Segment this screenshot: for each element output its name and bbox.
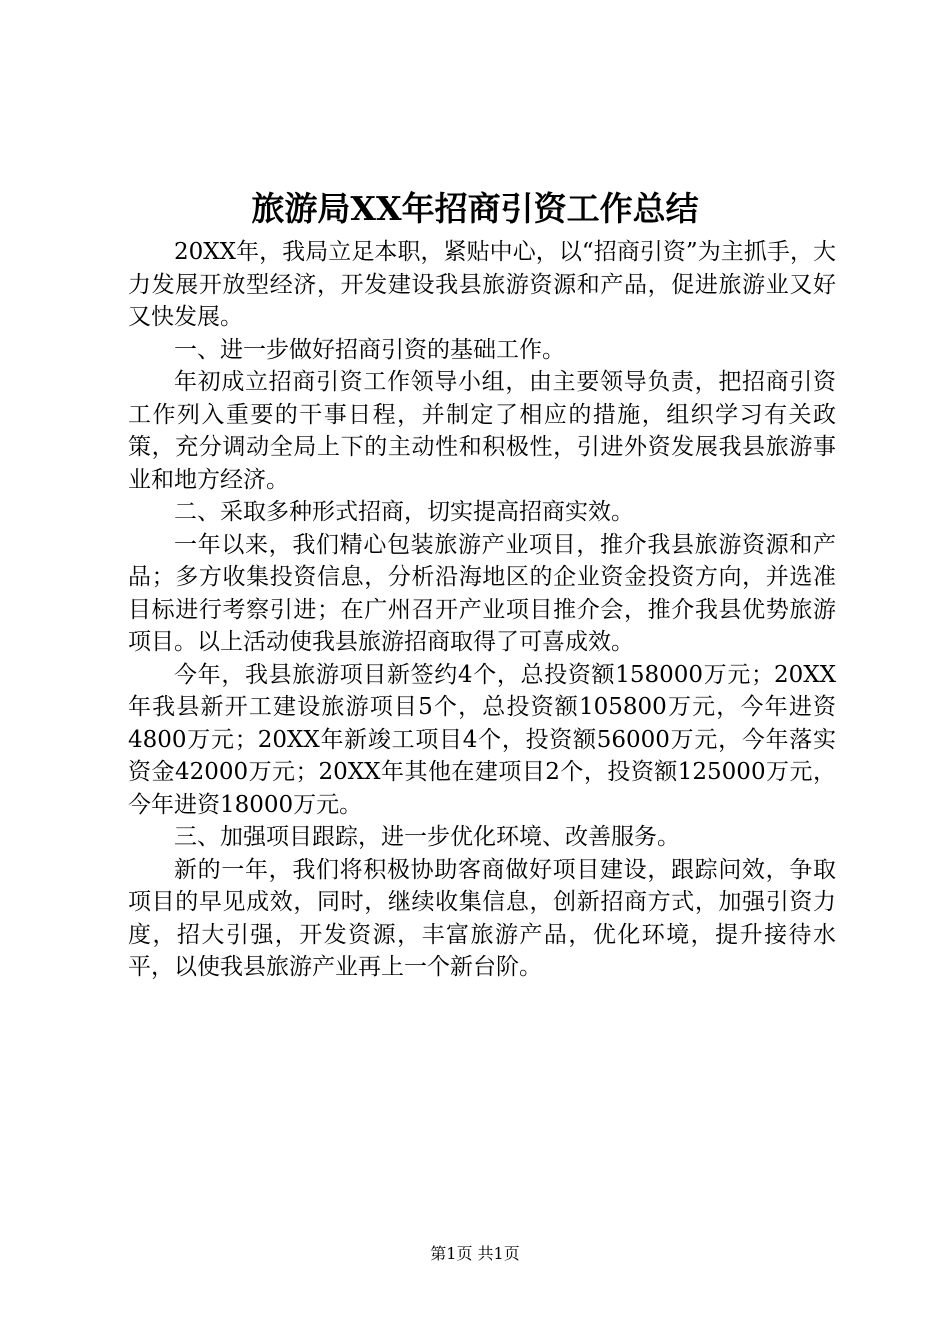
- section-heading-1: 一、进一步做好招商引资的基础工作。: [174, 336, 565, 363]
- section-heading-2: 二、采取多种形式招商，切实提高招商实效。: [174, 499, 634, 525]
- page-footer: 第1页 共1页: [430, 1244, 520, 1263]
- paragraph-section-1: 年初成立招商引资工作领导小组，由主要领导负责，把招商引资工作列入重要的干事日程，并制定了相应的措施，组织学习有关政策，充分调动全局上下的主动性和积极性，引进外资发展我县旅游事业和地方经济。: [128, 369, 836, 493]
- document-title: 旅游局XX年招商引资工作总结: [251, 189, 699, 228]
- document-body: [128, 236, 836, 984]
- paragraph-section-3: 新的一年，我们将积极协助客商做好项目建设，跟踪问效，争取项目的早见成效，同时，继续收集信息，创新招商方式，加强引资力度，招大引强，开发资源，丰富旅游产品，优化环境，提升接待水平，以使我县旅游产业再上一个新台阶。: [128, 856, 836, 980]
- paragraph-section-2a: 一年以来，我们精心包装旅游产业项目，推介我县旅游资源和产品；多方收集投资信息，分析沿海地区的企业资金投资方向，并选准目标进行考察引进；在广州召开产业项目推介会，推介我县优势旅游项目。以上活动使我县旅游招商取得了可喜成效。: [128, 531, 836, 655]
- section-heading-3: 三、加强项目跟踪，进一步优化环境、改善服务。: [174, 824, 680, 850]
- paragraph-intro: 20XX年，我局立足本职，紧贴中心，以“招商引资”为主抓手，大力发展开放型经济，开发建设我县旅游资源和产品，促进旅游业又好又快发展。: [128, 239, 836, 330]
- paragraph-section-2b: 今年，我县旅游项目新签约4个，总投资额158000万元；20XX年我县新开工建设旅游项目5个，总投资额105800万元，今年进资4800万元；20XX年新竣工项目4个，投资额56000万元，今年落实资金42000万元；20XX年其他在建项目2个，投资额125000万元，今年进资18000万元。: [128, 661, 836, 818]
